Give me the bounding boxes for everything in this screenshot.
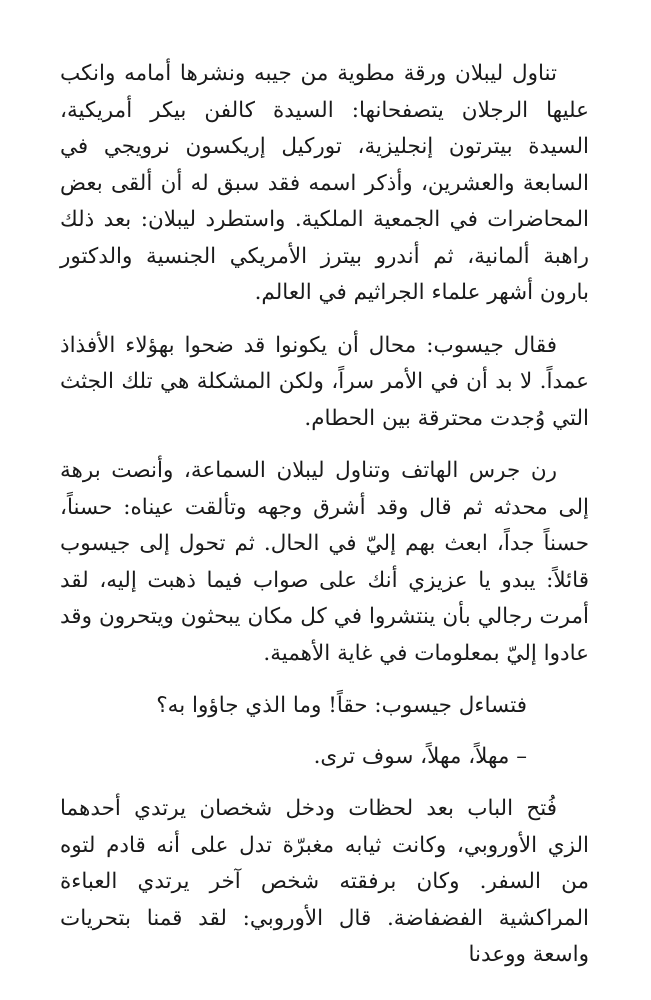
paragraph-door-opens: فُتح الباب بعد لحظات ودخل شخصان يرتدي أحدهما الزي الأوروبي، وكانت ثيابه مغبرّة تدل على أنه قادم لتوه من السفر. وكان برفقته شخص آخر يرتدي العباءة المراكشية الفضفاضة. قال الأوروبي: لقد قمنا بتحريات واسعة ووعدنا	[60, 796, 589, 967]
paragraph-passenger-list: تناول ليبلان ورقة مطوية من جيبه ونشرها أمامه وانكب عليها الرجلان يتصفحانها: السيدة كالفن بيكر أمريكية، السيدة بيترتون إنجليزية، توركيل إريكسون نرويجي في السابعة والعشرين، وأذكر اسمه فقد سبق له أن ألقى بعض المحاضرات في الجمعية الملكية. واستطرد ليبلان: بعد ذلك راهبة ألمانية، ثم أندرو بيترز الأمريكي الجنسية والدكتور بارون أشهر علماء الجراثيم في العالم.	[60, 61, 589, 305]
paragraph-jessop-question: فتساءل جيسوب: حقاً! وما الذي جاؤوا به؟	[156, 693, 527, 718]
paragraph-jessop-remark: فقال جيسوب: محال أن يكونوا قد ضحوا بهؤلاء الأفذاذ عمداً. لا بد أن في الأمر سراً، ولكن المشكلة هي تلك الجثث التي وُجدت محترقة بين الحطام.	[60, 332, 589, 431]
paragraph-phone-call: رن جرس الهاتف وتناول ليبلان السماعة، وأنصت برهة إلى محدثه ثم قال وقد أشرق وجهه وتألقت عيناه: حسناً، حسناً جداً، ابعث بهم إليّ في الحال. ثم تحول إلى جيسوب قائلاً: يبدو يا عزيزي أنك على صواب فيما ذهبت إليه، لقد أمرت رجالي بأن ينتشروا في كل مكان يبحثون ويتحرون وقد عادوا إليّ بمعلومات في غاية الأهمية.	[60, 458, 589, 666]
paragraph-wait-reply: – مهلاً، مهلاً، سوف ترى.	[313, 743, 527, 769]
